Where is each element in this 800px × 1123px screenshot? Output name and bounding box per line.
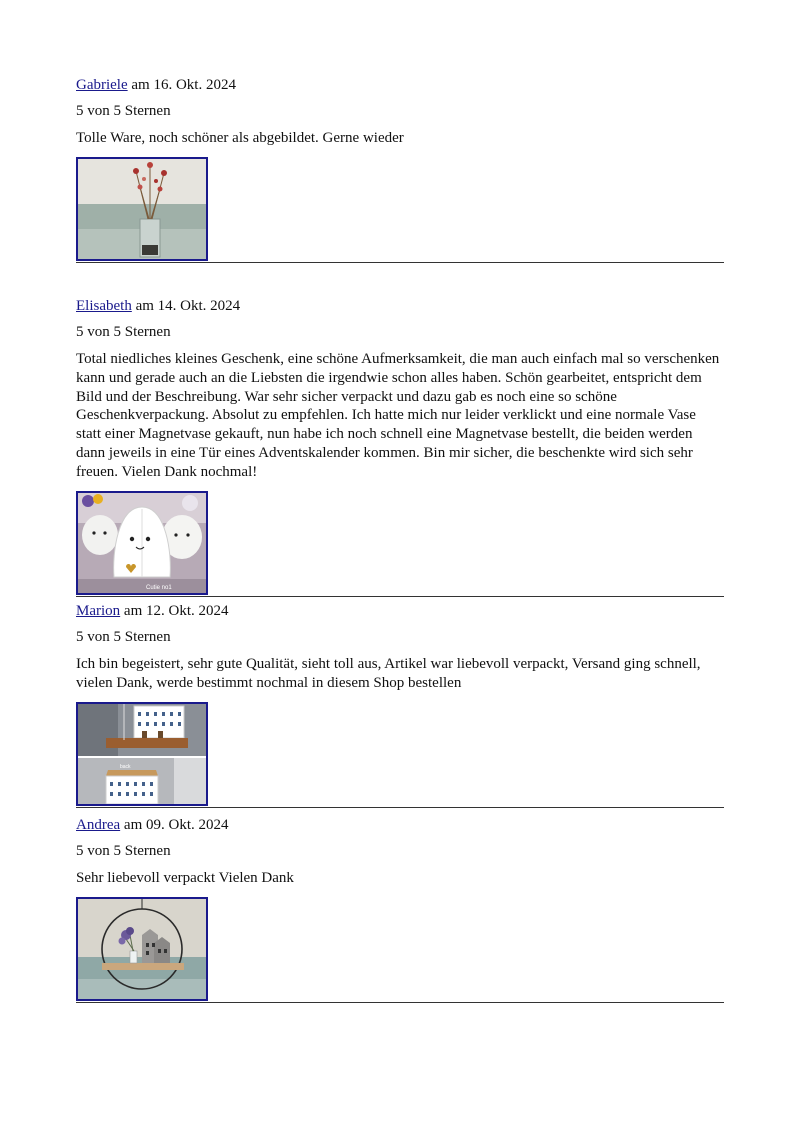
review-text: Tolle Ware, noch schöner als abgebildet. Gerne wieder [76, 130, 404, 146]
review-author-link[interactable]: Elisabeth [76, 298, 132, 314]
review-date: am 09. Okt. 2024 [123, 817, 229, 833]
review-text: Ich bin begeistert, sehr gute Qualität, sieht toll aus, Artikel war liebevoll verpackt, Versand ging schnell, vielen Dank, werde bestimmt nochmal in diesem Shop bestellen [76, 656, 701, 691]
review-rating: 5 von 5 Sternen [76, 629, 171, 645]
review [76, 76, 724, 263]
photo-caption: Cutie no1 [146, 584, 172, 591]
review-photo[interactable] [76, 897, 208, 1001]
white-houses-photo [78, 704, 206, 804]
review-date: am 16. Okt. 2024 [131, 77, 236, 93]
hanging-ring-house-photo [78, 899, 206, 999]
divider [76, 807, 724, 808]
review [76, 816, 724, 1003]
review-author-link[interactable]: Marion [76, 603, 121, 619]
review-meta [76, 816, 724, 834]
review [76, 297, 724, 597]
review [76, 602, 724, 808]
review-photo[interactable] [76, 491, 208, 595]
review-meta [76, 297, 724, 315]
divider [76, 262, 724, 263]
review-photo[interactable] [76, 157, 208, 261]
review-meta [76, 602, 724, 620]
review-date: am 14. Okt. 2024 [135, 298, 241, 314]
review-rating: 5 von 5 Sternen [76, 324, 171, 340]
divider [76, 1002, 724, 1003]
vase-with-dried-flowers-photo [78, 159, 206, 259]
review-rating: 5 von 5 Sternen [76, 843, 171, 859]
ghost-figurines-photo [78, 493, 206, 593]
review-rating: 5 von 5 Sternen [76, 103, 171, 119]
review-photo[interactable] [76, 702, 208, 806]
photo-caption: back [120, 763, 131, 770]
review-text: Sehr liebevoll verpackt Vielen Dank [76, 870, 294, 886]
review-author-link[interactable]: Andrea [76, 817, 121, 833]
divider [76, 596, 724, 597]
review-meta [76, 76, 724, 94]
review-text: Total niedliches kleines Geschenk, eine schöne Aufmerksamkeit, die man auch einfach mal so verschenken kann und gerade auch an die Liebsten die irgendwie schon alles haben. Schön gearbeitet, entspricht dem Bild und der Beschreibung. War sehr sicher verpackt und dazu gab es noch eine so schöne Geschenkverpackung. Absolut zu empfehlen. Ich hatte mich nur leider verklickt und eine normale Vase statt einer Magnetvase gekauft, nun habe ich noch schnell eine Magnetvase bestellt, die beiden werden dann jeweils in eine Tür eines Adventskalender kommen. Bin mir sicher, die beschenkte wird sich sehr freuen. Vielen Dank nochmal! [76, 351, 720, 480]
review-date: am 12. Okt. 2024 [123, 603, 229, 619]
review-author-link[interactable]: Gabriele [76, 77, 128, 93]
